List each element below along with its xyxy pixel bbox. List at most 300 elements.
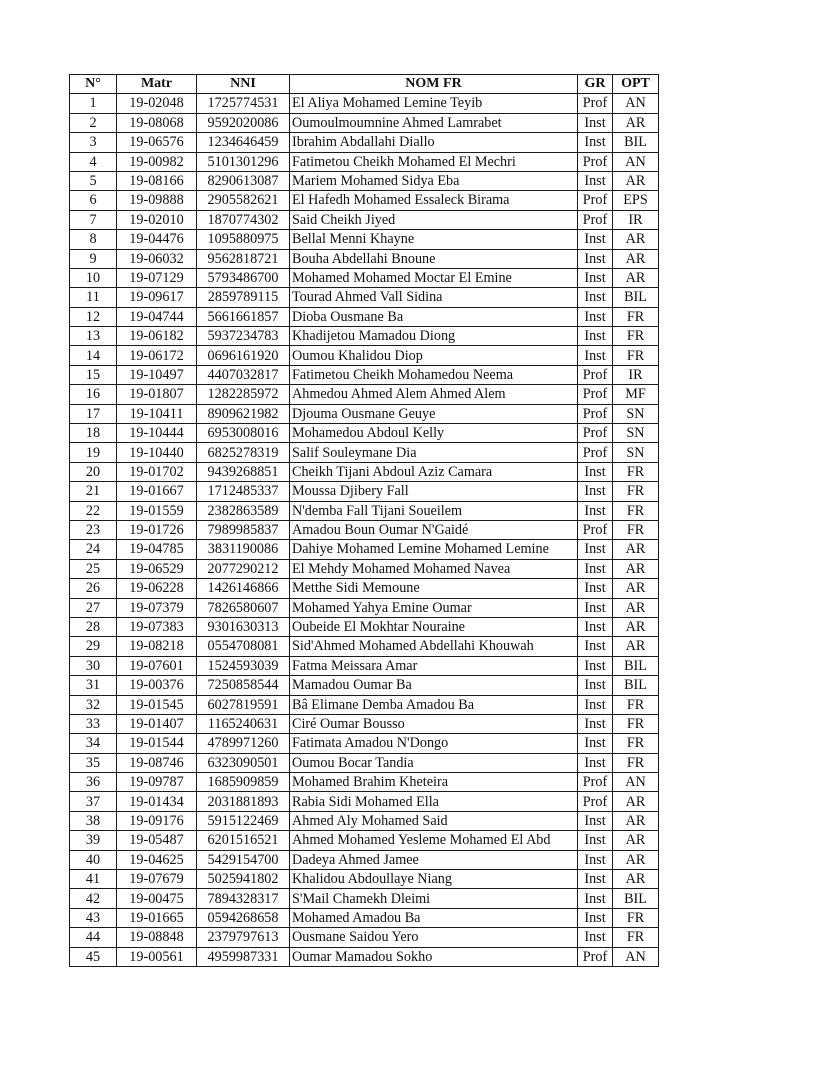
table-row [70, 598, 659, 617]
cell-option: AR [613, 249, 659, 268]
cell-grade: Prof [578, 385, 613, 404]
cell-name: Mohamed Amadou Ba [290, 908, 578, 927]
cell-nni: 2379797613 [197, 928, 290, 947]
cell-number: 17 [70, 404, 117, 423]
cell-option: FR [613, 520, 659, 539]
cell-matricule: 19-04744 [117, 307, 197, 326]
cell-nni: 6027819591 [197, 695, 290, 714]
cell-nni: 4959987331 [197, 947, 290, 966]
table-row [70, 579, 659, 598]
cell-nni: 5429154700 [197, 850, 290, 869]
cell-matricule: 19-08746 [117, 753, 197, 772]
roster-table [69, 74, 659, 967]
cell-number: 39 [70, 831, 117, 850]
cell-name: El Hafedh Mohamed Essaleck Birama [290, 191, 578, 210]
cell-matricule: 19-01702 [117, 462, 197, 481]
cell-matricule: 19-07129 [117, 268, 197, 287]
cell-grade: Inst [578, 753, 613, 772]
cell-option: FR [613, 307, 659, 326]
cell-grade: Inst [578, 540, 613, 559]
cell-name: Bouha Abdellahi Bnoune [290, 249, 578, 268]
cell-nni: 9301630313 [197, 617, 290, 636]
cell-nni: 6953008016 [197, 424, 290, 443]
cell-nni: 8909621982 [197, 404, 290, 423]
cell-grade: Inst [578, 482, 613, 501]
cell-number: 33 [70, 714, 117, 733]
cell-number: 40 [70, 850, 117, 869]
cell-name: Moussa Djibery Fall [290, 482, 578, 501]
cell-nni: 1095880975 [197, 230, 290, 249]
cell-grade: Prof [578, 443, 613, 462]
cell-matricule: 19-01665 [117, 908, 197, 927]
cell-matricule: 19-04785 [117, 540, 197, 559]
cell-matricule: 19-09617 [117, 288, 197, 307]
cell-name: Mariem Mohamed Sidya Eba [290, 171, 578, 190]
cell-name: Oumar Mamadou Sokho [290, 947, 578, 966]
cell-option: AR [613, 230, 659, 249]
cell-matricule: 19-01807 [117, 385, 197, 404]
cell-matricule: 19-02048 [117, 94, 197, 113]
cell-number: 12 [70, 307, 117, 326]
cell-option: BIL [613, 288, 659, 307]
cell-number: 36 [70, 773, 117, 792]
header-matricule: Matr [117, 75, 197, 94]
cell-matricule: 19-01545 [117, 695, 197, 714]
cell-number: 9 [70, 249, 117, 268]
cell-matricule: 19-01407 [117, 714, 197, 733]
cell-number: 34 [70, 734, 117, 753]
cell-option: AR [613, 113, 659, 132]
cell-matricule: 19-04625 [117, 850, 197, 869]
cell-number: 30 [70, 656, 117, 675]
table-row [70, 617, 659, 636]
cell-matricule: 19-00376 [117, 676, 197, 695]
cell-name: Mohamed Brahim Kheteira [290, 773, 578, 792]
cell-matricule: 19-01667 [117, 482, 197, 501]
cell-number: 41 [70, 870, 117, 889]
cell-option: FR [613, 928, 659, 947]
table-row [70, 404, 659, 423]
cell-matricule: 19-09176 [117, 811, 197, 830]
cell-grade: Inst [578, 889, 613, 908]
cell-option: AR [613, 171, 659, 190]
cell-option: AR [613, 637, 659, 656]
table-row [70, 249, 659, 268]
cell-number: 25 [70, 559, 117, 578]
cell-name: El Mehdy Mohamed Mohamed Navea [290, 559, 578, 578]
table-row [70, 831, 659, 850]
cell-matricule: 19-01434 [117, 792, 197, 811]
cell-grade: Inst [578, 695, 613, 714]
cell-option: SN [613, 443, 659, 462]
cell-grade: Inst [578, 133, 613, 152]
cell-number: 28 [70, 617, 117, 636]
table-row [70, 171, 659, 190]
cell-number: 15 [70, 365, 117, 384]
cell-option: BIL [613, 889, 659, 908]
cell-name: Fatimetou Cheikh Mohamedou Neema [290, 365, 578, 384]
cell-grade: Inst [578, 346, 613, 365]
table-row [70, 288, 659, 307]
cell-nni: 1524593039 [197, 656, 290, 675]
cell-grade: Inst [578, 307, 613, 326]
table-row [70, 870, 659, 889]
cell-matricule: 19-06576 [117, 133, 197, 152]
cell-matricule: 19-08166 [117, 171, 197, 190]
cell-grade: Prof [578, 94, 613, 113]
cell-matricule: 19-10444 [117, 424, 197, 443]
cell-grade: Prof [578, 792, 613, 811]
cell-nni: 4789971260 [197, 734, 290, 753]
table-row [70, 908, 659, 927]
cell-option: SN [613, 404, 659, 423]
cell-option: AN [613, 94, 659, 113]
cell-grade: Prof [578, 365, 613, 384]
header-row [70, 75, 659, 94]
cell-option: AN [613, 947, 659, 966]
cell-name: Fatimetou Cheikh Mohamed El Mechri [290, 152, 578, 171]
cell-name: S'Mail Chamekh Dleimi [290, 889, 578, 908]
table-row [70, 327, 659, 346]
cell-grade: Inst [578, 637, 613, 656]
cell-number: 2 [70, 113, 117, 132]
cell-nni: 5915122469 [197, 811, 290, 830]
cell-name: N'demba Fall Tijani Soueilem [290, 501, 578, 520]
cell-matricule: 19-09787 [117, 773, 197, 792]
cell-grade: Prof [578, 404, 613, 423]
cell-name: Oumoulmoumnine Ahmed Lamrabet [290, 113, 578, 132]
cell-name: Khalidou Abdoullaye Niang [290, 870, 578, 889]
cell-name: Oumou Bocar Tandia [290, 753, 578, 772]
cell-name: Dioba Ousmane Ba [290, 307, 578, 326]
table-row [70, 734, 659, 753]
cell-nni: 1685909859 [197, 773, 290, 792]
cell-nni: 2031881893 [197, 792, 290, 811]
cell-grade: Prof [578, 210, 613, 229]
cell-number: 35 [70, 753, 117, 772]
cell-grade: Inst [578, 714, 613, 733]
cell-number: 3 [70, 133, 117, 152]
cell-grade: Prof [578, 191, 613, 210]
cell-number: 1 [70, 94, 117, 113]
table-row [70, 191, 659, 210]
table-row [70, 753, 659, 772]
cell-number: 5 [70, 171, 117, 190]
cell-nni: 3831190086 [197, 540, 290, 559]
cell-option: AN [613, 152, 659, 171]
cell-option: IR [613, 210, 659, 229]
cell-option: MF [613, 385, 659, 404]
cell-number: 22 [70, 501, 117, 520]
cell-option: FR [613, 346, 659, 365]
table-row [70, 424, 659, 443]
cell-grade: Prof [578, 152, 613, 171]
cell-nni: 5025941802 [197, 870, 290, 889]
cell-option: AR [613, 268, 659, 287]
cell-matricule: 19-08218 [117, 637, 197, 656]
cell-grade: Inst [578, 617, 613, 636]
cell-number: 8 [70, 230, 117, 249]
cell-grade: Inst [578, 288, 613, 307]
cell-name: Djouma Ousmane Geuye [290, 404, 578, 423]
cell-name: Said Cheikh Jiyed [290, 210, 578, 229]
cell-matricule: 19-08068 [117, 113, 197, 132]
cell-number: 10 [70, 268, 117, 287]
table-row [70, 365, 659, 384]
cell-matricule: 19-07379 [117, 598, 197, 617]
cell-grade: Inst [578, 831, 613, 850]
cell-matricule: 19-07383 [117, 617, 197, 636]
cell-option: FR [613, 714, 659, 733]
cell-grade: Inst [578, 113, 613, 132]
cell-nni: 1165240631 [197, 714, 290, 733]
table-row [70, 443, 659, 462]
cell-option: SN [613, 424, 659, 443]
table-row [70, 656, 659, 675]
cell-name: Fatma Meissara Amar [290, 656, 578, 675]
cell-option: AR [613, 831, 659, 850]
cell-number: 42 [70, 889, 117, 908]
cell-matricule: 19-10497 [117, 365, 197, 384]
cell-number: 24 [70, 540, 117, 559]
cell-nni: 9439268851 [197, 462, 290, 481]
table-row [70, 889, 659, 908]
cell-grade: Inst [578, 598, 613, 617]
cell-option: IR [613, 365, 659, 384]
cell-nni: 1234646459 [197, 133, 290, 152]
cell-option: AR [613, 598, 659, 617]
cell-number: 14 [70, 346, 117, 365]
table-row [70, 385, 659, 404]
cell-name: Dahiye Mohamed Lemine Mohamed Lemine [290, 540, 578, 559]
cell-grade: Inst [578, 462, 613, 481]
header-name: NOM FR [290, 75, 578, 94]
cell-number: 7 [70, 210, 117, 229]
cell-name: Rabia Sidi Mohamed Ella [290, 792, 578, 811]
cell-name: Tourad Ahmed Vall Sidina [290, 288, 578, 307]
cell-nni: 8290613087 [197, 171, 290, 190]
cell-name: Bellal Menni Khayne [290, 230, 578, 249]
cell-matricule: 19-07679 [117, 870, 197, 889]
table-row [70, 152, 659, 171]
cell-name: Dadeya Ahmed Jamee [290, 850, 578, 869]
cell-name: Bâ Elimane Demba Amadou Ba [290, 695, 578, 714]
cell-matricule: 19-06172 [117, 346, 197, 365]
cell-number: 11 [70, 288, 117, 307]
table-row [70, 637, 659, 656]
cell-nni: 6825278319 [197, 443, 290, 462]
cell-nni: 4407032817 [197, 365, 290, 384]
cell-grade: Inst [578, 327, 613, 346]
cell-name: Ahmed Aly Mohamed Said [290, 811, 578, 830]
cell-name: Sid'Ahmed Mohamed Abdellahi Khouwah [290, 637, 578, 656]
cell-number: 6 [70, 191, 117, 210]
cell-number: 21 [70, 482, 117, 501]
cell-nni: 0554708081 [197, 637, 290, 656]
cell-name: Cheikh Tijani Abdoul Aziz Camara [290, 462, 578, 481]
cell-matricule: 19-04476 [117, 230, 197, 249]
cell-name: Salif Souleymane Dia [290, 443, 578, 462]
cell-grade: Prof [578, 773, 613, 792]
cell-nni: 5101301296 [197, 152, 290, 171]
header-option: OPT [613, 75, 659, 94]
cell-nni: 9592020086 [197, 113, 290, 132]
table-row [70, 501, 659, 520]
header-grade: GR [578, 75, 613, 94]
cell-option: AR [613, 811, 659, 830]
cell-nni: 7250858544 [197, 676, 290, 695]
cell-number: 45 [70, 947, 117, 966]
cell-name: Ousmane Saidou Yero [290, 928, 578, 947]
cell-nni: 1870774302 [197, 210, 290, 229]
cell-nni: 9562818721 [197, 249, 290, 268]
table-row [70, 714, 659, 733]
table-row [70, 113, 659, 132]
cell-name: Mohamedou Abdoul Kelly [290, 424, 578, 443]
table-row [70, 520, 659, 539]
table-row [70, 94, 659, 113]
cell-name: Ciré Oumar Bousso [290, 714, 578, 733]
cell-number: 29 [70, 637, 117, 656]
cell-option: FR [613, 501, 659, 520]
cell-matricule: 19-06182 [117, 327, 197, 346]
cell-nni: 7894328317 [197, 889, 290, 908]
cell-matricule: 19-06529 [117, 559, 197, 578]
cell-option: AR [613, 559, 659, 578]
header-nni: NNI [197, 75, 290, 94]
cell-grade: Inst [578, 928, 613, 947]
cell-matricule: 19-06228 [117, 579, 197, 598]
cell-matricule: 19-09888 [117, 191, 197, 210]
cell-number: 13 [70, 327, 117, 346]
cell-option: FR [613, 734, 659, 753]
table-row [70, 133, 659, 152]
cell-matricule: 19-08848 [117, 928, 197, 947]
cell-name: Fatimata Amadou N'Dongo [290, 734, 578, 753]
cell-grade: Inst [578, 734, 613, 753]
cell-number: 43 [70, 908, 117, 927]
cell-grade: Inst [578, 676, 613, 695]
cell-grade: Inst [578, 501, 613, 520]
cell-grade: Inst [578, 171, 613, 190]
cell-grade: Inst [578, 249, 613, 268]
cell-nni: 7826580607 [197, 598, 290, 617]
cell-number: 38 [70, 811, 117, 830]
table-row [70, 947, 659, 966]
cell-matricule: 19-10440 [117, 443, 197, 462]
cell-nni: 0696161920 [197, 346, 290, 365]
cell-number: 19 [70, 443, 117, 462]
table-row [70, 462, 659, 481]
cell-grade: Inst [578, 850, 613, 869]
cell-name: Mamadou Oumar Ba [290, 676, 578, 695]
cell-nni: 1426146866 [197, 579, 290, 598]
cell-name: Ibrahim Abdallahi Diallo [290, 133, 578, 152]
cell-name: Amadou Boun Oumar N'Gaidé [290, 520, 578, 539]
cell-nni: 7989985837 [197, 520, 290, 539]
cell-matricule: 19-07601 [117, 656, 197, 675]
cell-grade: Inst [578, 811, 613, 830]
cell-name: Oumou Khalidou Diop [290, 346, 578, 365]
cell-option: BIL [613, 656, 659, 675]
cell-option: FR [613, 482, 659, 501]
cell-nni: 1282285972 [197, 385, 290, 404]
table-row [70, 268, 659, 287]
cell-nni: 5661661857 [197, 307, 290, 326]
cell-grade: Inst [578, 579, 613, 598]
cell-name: Oubeide El Mokhtar Nouraine [290, 617, 578, 636]
cell-matricule: 19-10411 [117, 404, 197, 423]
table-row [70, 346, 659, 365]
cell-nni: 5937234783 [197, 327, 290, 346]
cell-nni: 5793486700 [197, 268, 290, 287]
table-row [70, 695, 659, 714]
cell-nni: 6201516521 [197, 831, 290, 850]
cell-name: Mohamed Mohamed Moctar El Emine [290, 268, 578, 287]
cell-name: Ahmedou Ahmed Alem Ahmed Alem [290, 385, 578, 404]
cell-grade: Inst [578, 656, 613, 675]
cell-matricule: 19-06032 [117, 249, 197, 268]
cell-number: 44 [70, 928, 117, 947]
cell-matricule: 19-01726 [117, 520, 197, 539]
cell-option: FR [613, 908, 659, 927]
cell-name: Metthe Sidi Memoune [290, 579, 578, 598]
cell-number: 27 [70, 598, 117, 617]
cell-grade: Inst [578, 559, 613, 578]
table-row [70, 482, 659, 501]
cell-nni: 1712485337 [197, 482, 290, 501]
cell-matricule: 19-01544 [117, 734, 197, 753]
cell-option: FR [613, 695, 659, 714]
cell-option: FR [613, 327, 659, 346]
table-row [70, 230, 659, 249]
cell-option: AR [613, 870, 659, 889]
table-row [70, 773, 659, 792]
table-row [70, 928, 659, 947]
cell-name: Mohamed Yahya Emine Oumar [290, 598, 578, 617]
cell-nni: 2905582621 [197, 191, 290, 210]
cell-name: Khadijetou Mamadou Diong [290, 327, 578, 346]
cell-matricule: 19-02010 [117, 210, 197, 229]
cell-grade: Prof [578, 520, 613, 539]
cell-matricule: 19-01559 [117, 501, 197, 520]
cell-option: AR [613, 850, 659, 869]
cell-grade: Prof [578, 947, 613, 966]
cell-nni: 2859789115 [197, 288, 290, 307]
table-row [70, 850, 659, 869]
cell-nni: 0594268658 [197, 908, 290, 927]
cell-option: EPS [613, 191, 659, 210]
cell-nni: 2077290212 [197, 559, 290, 578]
cell-option: FR [613, 462, 659, 481]
cell-option: AR [613, 617, 659, 636]
cell-grade: Inst [578, 230, 613, 249]
cell-nni: 6323090501 [197, 753, 290, 772]
table-row [70, 210, 659, 229]
cell-nni: 2382863589 [197, 501, 290, 520]
cell-number: 37 [70, 792, 117, 811]
cell-option: BIL [613, 133, 659, 152]
cell-number: 32 [70, 695, 117, 714]
cell-name: Ahmed Mohamed Yesleme Mohamed El Abd [290, 831, 578, 850]
cell-option: AR [613, 579, 659, 598]
table-row [70, 676, 659, 695]
cell-number: 18 [70, 424, 117, 443]
table-row [70, 811, 659, 830]
cell-option: BIL [613, 676, 659, 695]
cell-matricule: 19-00561 [117, 947, 197, 966]
cell-option: AN [613, 773, 659, 792]
